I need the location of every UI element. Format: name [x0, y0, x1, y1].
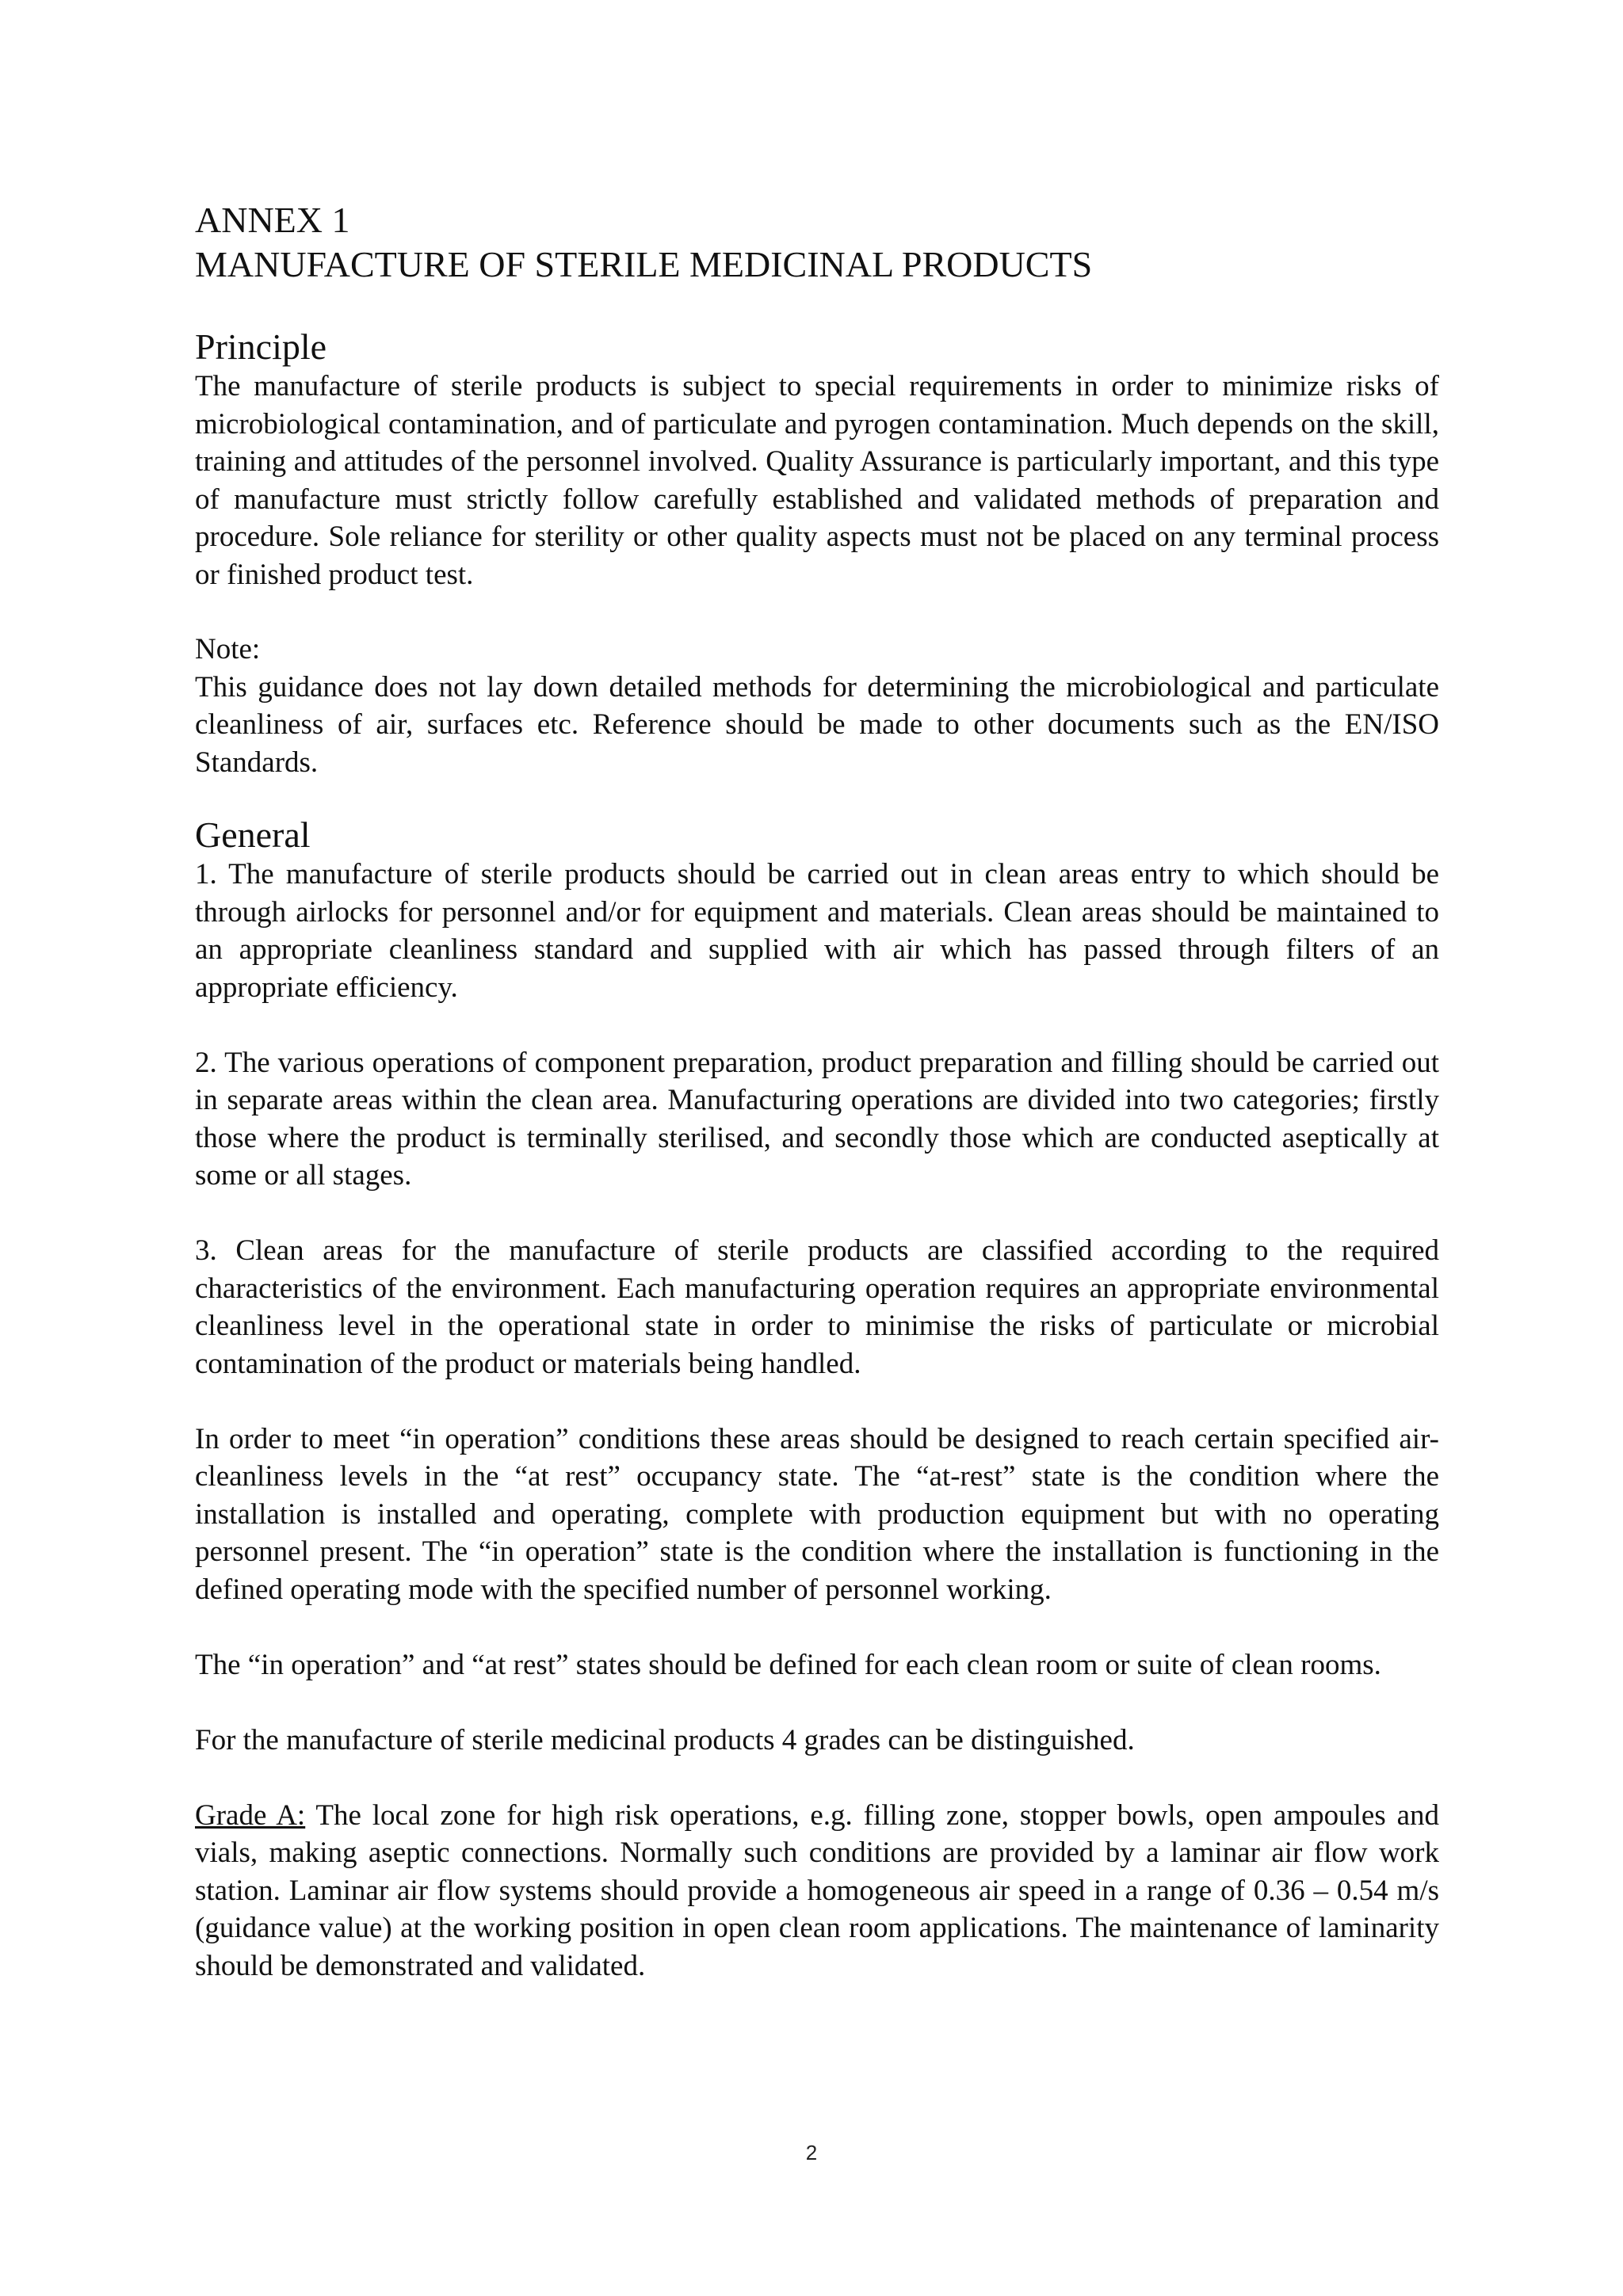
note-paragraph: This guidance does not lay down detailed methods for determining the microbiological and particulate cleanliness of air, surfaces etc. Reference should be made to other documents such as the EN/ISO Standards.	[195, 670, 1439, 779]
states-paragraph: The “in operation” and “at rest” states should be defined for each clean room or suite of clean rooms.	[195, 1648, 1381, 1681]
general-heading: General	[195, 814, 311, 855]
principle-heading: Principle	[195, 326, 327, 367]
grade-a-label: Grade A:	[195, 1798, 306, 1832]
general-paragraph-3: 3. Clean areas for the manufacture of sterile products are classified according to the required characteristics of the environment. Each manufacturing operation requires an appropriate environmental cleanliness level in the operational state in order to minimise the risks of particulate or microbial contamination of the product or materials being handled.	[195, 1234, 1439, 1380]
grade-a-text: The local zone for high risk operations, e.g. filling zone, stopper bowls, open ampoules and vials, making aseptic connections. Normally such conditions are provided by a laminar air flow work station. Laminar air flow systems should provide a homogeneous air speed in a range of 0.36 – 0.54 m/s (guidance value) at the working position in open clean room applications. The maintenance of laminarity should be demonstrated and validated.	[195, 1798, 1439, 1982]
page-number: 2	[805, 2141, 818, 2164]
principle-paragraph: The manufacture of sterile products is subject to special requirements in order to minimize risks of microbiological contamination, and of particulate and pyrogen contamination. Much depends on the skill, training and attitudes of the personnel involved. Quality Assurance is particularly important, and this type of manufacture must strictly follow carefully established and validated methods of preparation and procedure. Sole reliance for sterility or other quality aspects must not be placed on any terminal process or finished product test.	[195, 370, 1439, 591]
annex-label: ANNEX 1	[195, 200, 350, 240]
general-paragraph-1: 1. The manufacture of sterile products should be carried out in clean areas entry to which should be through airlocks for personnel and/or for equipment and materials. Clean areas should be maintained to an appropriate cleanliness standard and supplied with air which has passed through filters of an appropriate efficiency.	[195, 858, 1439, 1004]
document-body	[195, 198, 1439, 1985]
grade-a-paragraph	[195, 1797, 1439, 1985]
grades-paragraph: For the manufacture of sterile medicinal products 4 grades can be distinguished.	[195, 1723, 1135, 1756]
note-label: Note:	[195, 633, 261, 666]
document-title: MANUFACTURE OF STERILE MEDICINAL PRODUCTS	[195, 244, 1093, 284]
general-paragraph-2: 2. The various operations of component preparation, product preparation and filling should be carried out in separate areas within the clean area. Manufacturing operations are divided into two categories; firstly those where the product is terminally sterilised, and secondly those which are conducted aseptically at some or all stages.	[195, 1046, 1439, 1192]
in-operation-paragraph: In order to meet “in operation” conditions these areas should be designed to reach certain specified air-cleanliness levels in the “at rest” occupancy state. The “at-rest” state is the condition where the installation is installed and operating, complete with production equipment but with no operating personnel present. The “in operation” state is the condition where the installation is functioning in the defined operating mode with the specified number of personnel working.	[195, 1422, 1439, 1606]
